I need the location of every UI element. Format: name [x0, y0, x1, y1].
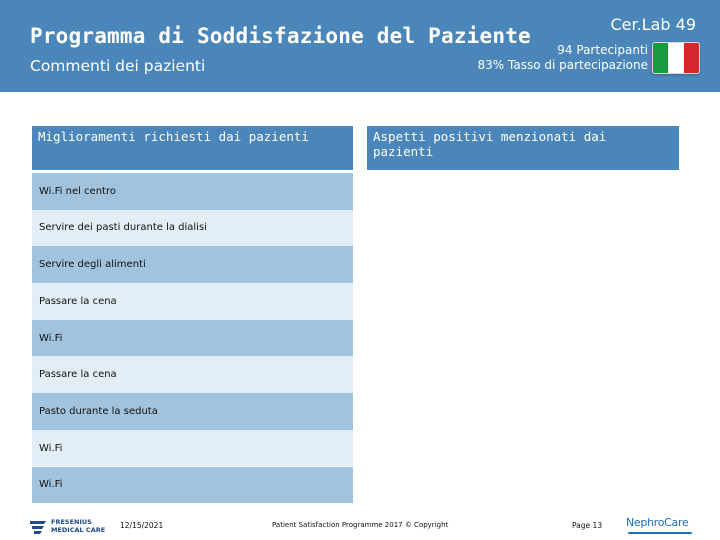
fresenius-logo-text: FRESENIUS MEDICAL CARE: [51, 518, 106, 534]
footer: [0, 510, 720, 540]
list-item: Wi.Fi: [32, 430, 353, 467]
list-item: Wi.Fi nel centro: [32, 173, 353, 210]
flag-red-stripe: [684, 43, 699, 73]
nephrocare-logo-underline: [628, 532, 692, 534]
footer-copyright: Patient Satisfaction Programme 2017 © Copyright: [272, 521, 449, 529]
list-item: Passare la cena: [32, 356, 353, 393]
list-item: Servire dei pasti durante la dialisi: [32, 210, 353, 247]
page-title: Programma di Soddisfazione del Paziente: [30, 24, 531, 48]
header-banner: [0, 0, 720, 92]
center-name: Cer.Lab 49: [610, 15, 696, 34]
italy-flag-icon: [652, 42, 700, 74]
participants-count: 94 Partecipanti: [557, 43, 648, 57]
positives-panel-title: Aspetti positivi menzionati dai pazienti: [367, 126, 679, 170]
page-number: Page 13: [572, 521, 603, 530]
list-item: Servire degli alimenti: [32, 246, 353, 283]
flag-green-stripe: [653, 43, 668, 73]
page-subtitle: Commenti dei pazienti: [30, 57, 206, 75]
list-item: Wi.Fi: [32, 320, 353, 357]
participation-rate: 83% Tasso di partecipazione: [477, 58, 648, 72]
list-item: Pasto durante la seduta: [32, 393, 353, 430]
flag-white-stripe: [668, 43, 683, 73]
improvements-list: [32, 173, 353, 503]
improvements-panel-title: Miglioramenti richiesti dai pazienti: [32, 126, 353, 170]
footer-date: 12/15/2021: [120, 521, 164, 530]
nephrocare-logo: NephroCare: [626, 516, 689, 529]
list-item: Wi.Fi: [32, 467, 353, 504]
list-item: Passare la cena: [32, 283, 353, 320]
